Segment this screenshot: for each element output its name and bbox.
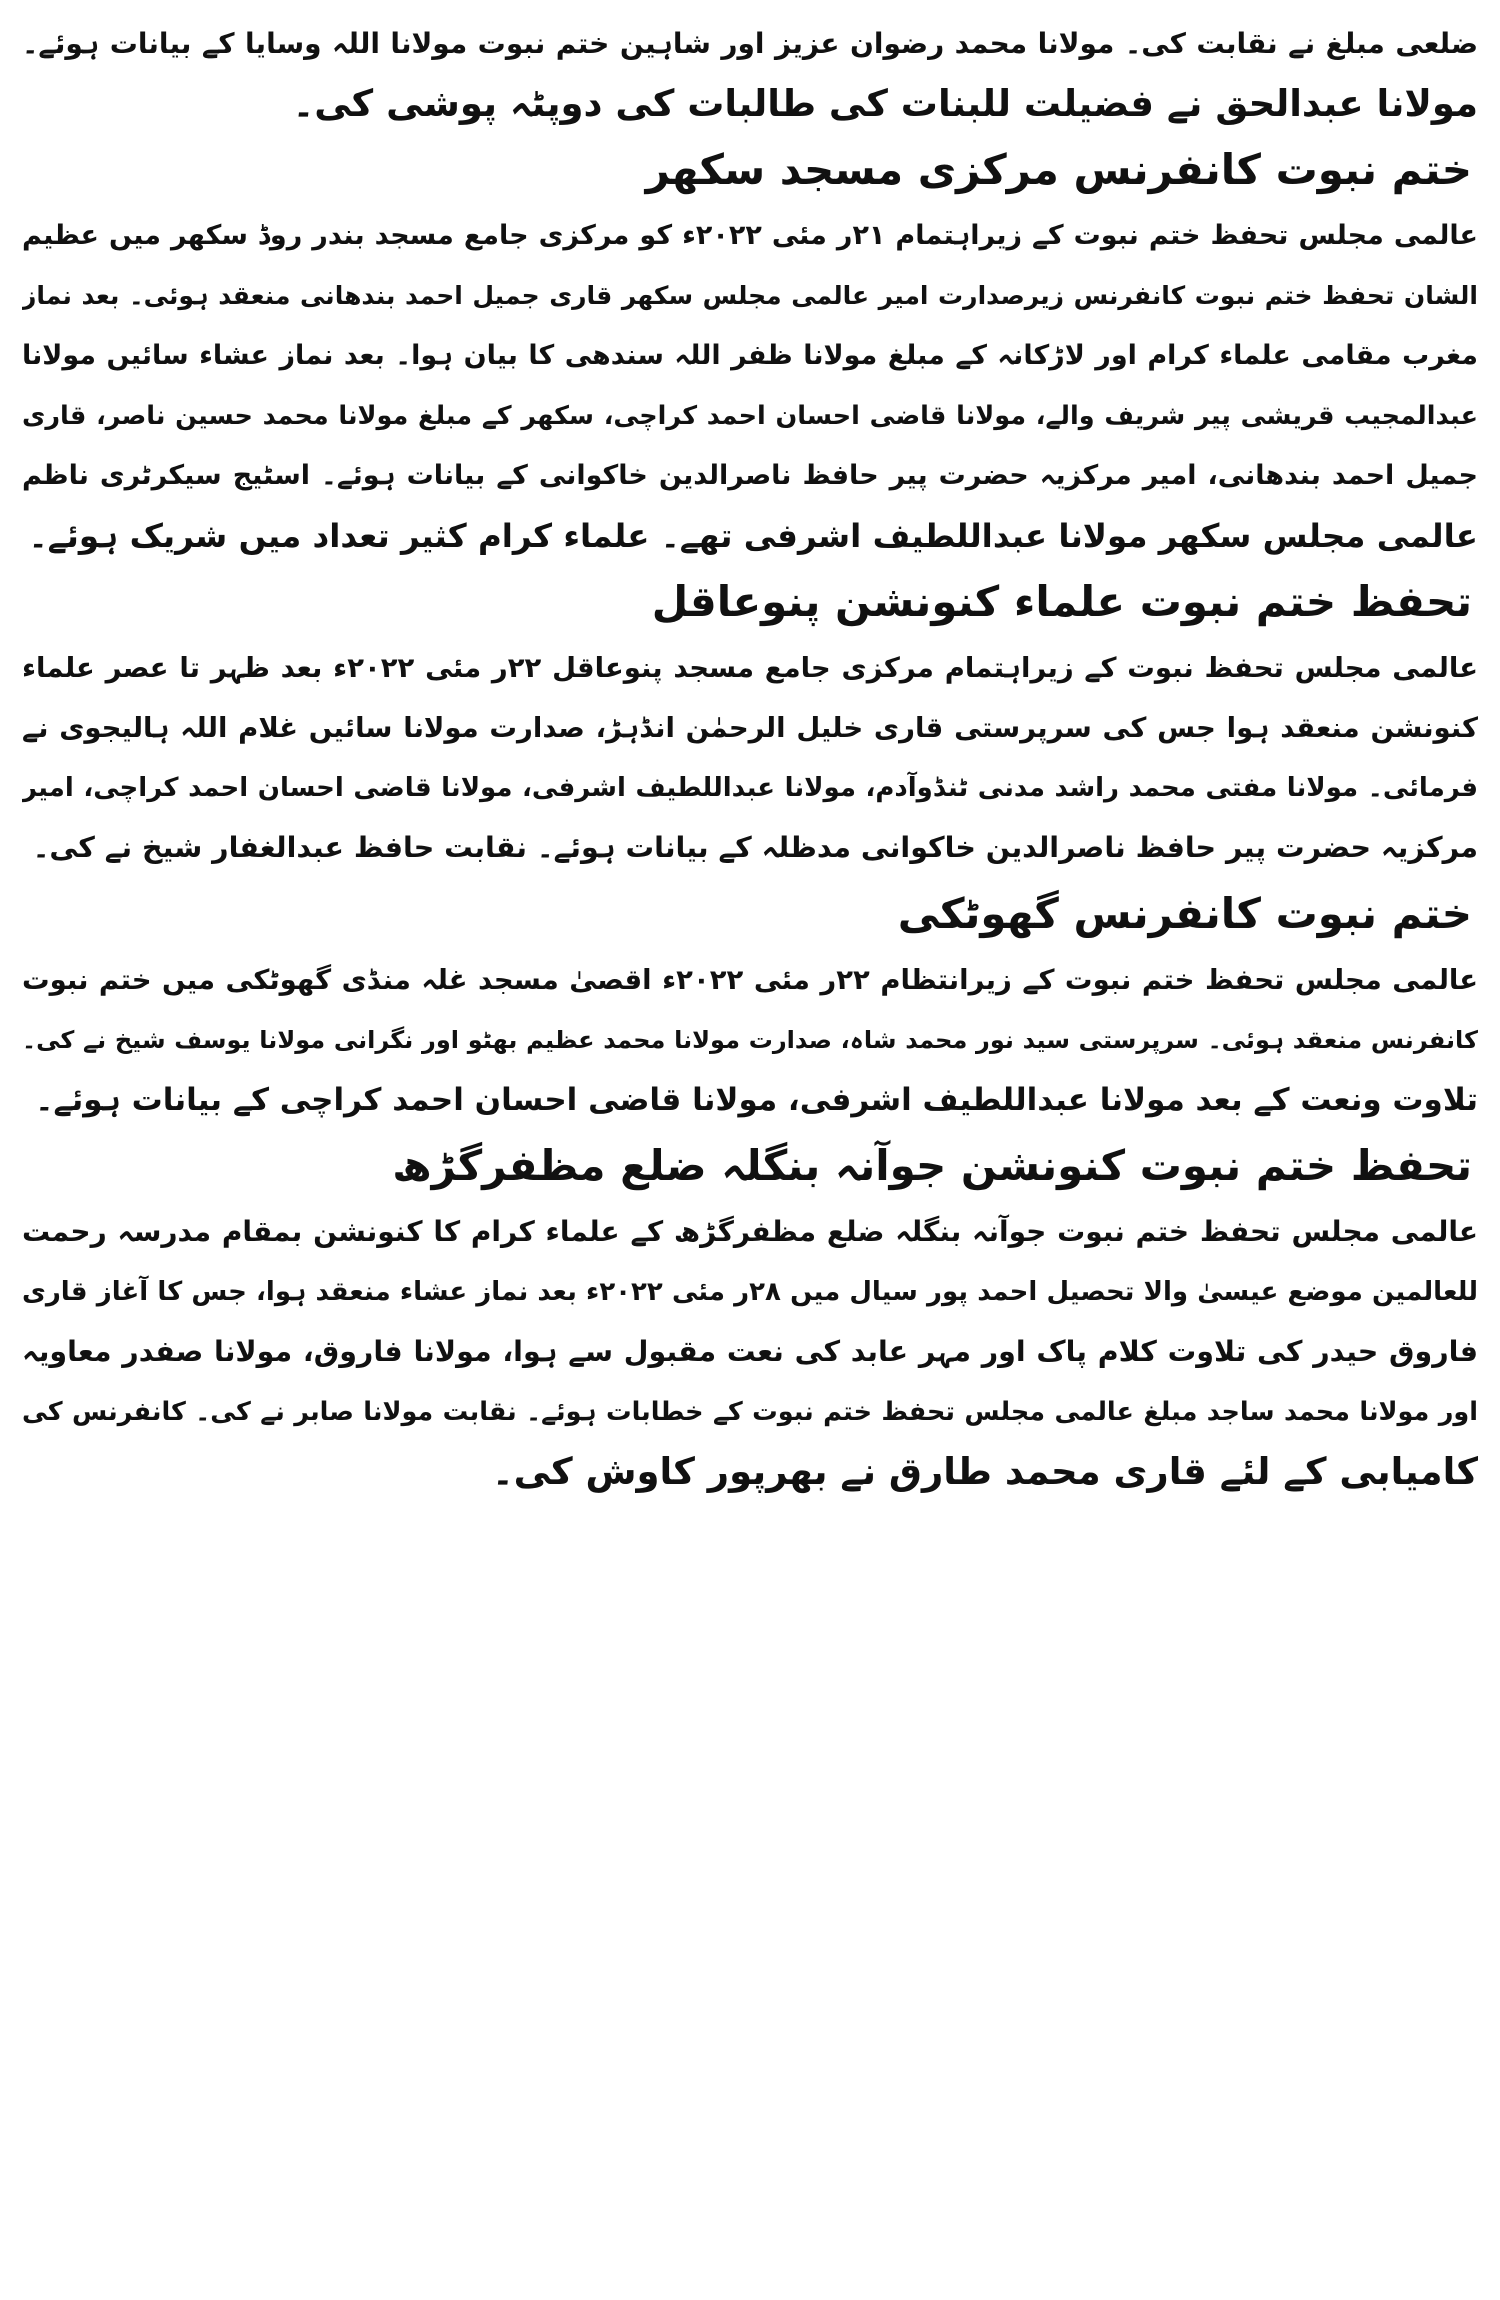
paragraph-line: الشان تحفظ ختم نبوت کانفرنس زیرصدارت امیر عالمی مجلس سکھر قاری جمیل احمد بندھانی منعقد ہوئی۔ بعد نماز	[22, 281, 1478, 310]
section-heading: تحفظ ختم نبوت کنونشن جوآنہ بنگلہ ضلع مظفرگڑھ	[392, 1141, 1472, 1190]
paragraph-line: ضلعی مبلغ نے نقابت کی۔ مولانا محمد رضوان عزیز اور شاہین ختم نبوت مولانا اللہ وسایا کے بیانات ہوئے۔	[22, 27, 1478, 60]
section-heading: ختم نبوت کانفرنس گھوٹکی	[897, 889, 1472, 938]
paragraph-line: فاروق حیدر کی تلاوت کلام پاک اور مہر عابد کی نعت مقبول سے ہوا، مولانا فاروق، مولانا صفدر معاویہ	[22, 1335, 1478, 1368]
paragraph-line: تلاوت ونعت کے بعد مولانا عبداللطیف اشرفی، مولانا قاضی احسان احمد کراچی کے بیانات ہوئے۔	[35, 1082, 1478, 1118]
paragraph-line: عالمی مجلس تحفظ ختم نبوت جوآنہ بنگلہ ضلع مظفرگڑھ کے علماء کرام کا کنونشن بمقام مدرسہ رحمت	[22, 1215, 1478, 1248]
paragraph-line: کانفرنس منعقد ہوئی۔ سرپرستی سید نور محمد شاہ، صدارت مولانا محمد عظیم بھٹو اور نگرانی مولانا یوسف شیخ نے کی۔	[22, 1026, 1478, 1054]
paragraph-line: کامیابی کے لئے قاری محمد طارق نے بھرپور کاوش کی۔	[491, 1450, 1478, 1493]
paragraph-line: جمیل احمد بندھانی، امیر مرکزیہ حضرت پیر حافظ ناصرالدین خاکوانی کے بیانات ہوئے۔ اسٹیج سیکرٹری ناظم	[22, 460, 1478, 491]
section-sukkur	[22, 134, 1478, 566]
paragraph-line: عالمی مجلس تحفظ ختم نبوت کے زیراہتمام ۲۱ر مئی ۲۰۲۲ء کو مرکزی جامع مسجد بندر روڈ سکھر میں عظیم	[22, 220, 1478, 251]
paragraph-line: فرمائی۔ مولانا مفتی محمد راشد مدنی ٹنڈوآدم، مولانا عبداللطیف اشرفی، مولانا قاضی احسان احمد کراچی، امیر	[22, 773, 1478, 803]
paragraph-line: اور مولانا محمد ساجد مبلغ عالمی مجلس تحفظ ختم نبوت کے خطابات ہوئے۔ نقابت مولانا صابر نے کی۔ کانفرنس کی	[22, 1397, 1478, 1427]
section-ghotki	[22, 878, 1478, 1130]
section-heading: ختم نبوت کانفرنس مرکزی مسجد سکھر	[645, 145, 1472, 194]
paragraph-line: عالمی مجلس تحفظ نبوت کے زیراہتمام مرکزی جامع مسجد پنوعاقل ۲۲ر مئی ۲۰۲۲ء بعد ظہر تا عصر علماء	[22, 652, 1478, 684]
paragraph-line: عبدالمجیب قریشی پیر شریف والے، مولانا قاضی احسان احمد کراچی، سکھر کے مبلغ مولانا محمد حسین ناصر، قاری	[22, 401, 1478, 431]
section-heading: تحفظ ختم نبوت علماء کنونشن پنوعاقل	[651, 577, 1472, 626]
paragraph-line: مولانا عبدالحق نے فضیلت للبنات کی طالبات کی دوپٹہ پوشی کی۔	[292, 82, 1478, 125]
intro-paragraph	[22, 14, 1478, 134]
paragraph-line: مغرب مقامی علماء کرام اور لاڑکانہ کے مبلغ مولانا ظفر اللہ سندھی کا بیان ہوا۔ بعد نماز عشاء سائیں مولانا	[22, 340, 1478, 371]
section-pano-aqil	[22, 566, 1478, 878]
paragraph-line: للعالمین موضع عیسیٰ والا تحصیل احمد پور سیال میں ۲۸ر مئی ۲۰۲۲ء بعد نماز عشاء منعقد ہوا، جس کا آغاز قاری	[22, 1277, 1478, 1307]
paragraph-line: کنونشن منعقد ہوا جس کی سرپرستی قاری خلیل الرحمٰن انڈہڑ، صدارت مولانا سائیں غلام اللہ ہالیجوی نے	[22, 712, 1478, 744]
paragraph-line: عالمی مجلس سکھر مولانا عبداللطیف اشرفی تھے۔ علماء کرام کثیر تعداد میں شریک ہوئے۔	[28, 517, 1478, 555]
paragraph-line: عالمی مجلس تحفظ ختم نبوت کے زیرانتظام ۲۲ر مئی ۲۰۲۲ء اقصیٰ مسجد غلہ منڈی گھوٹکی میں ختم نبوت	[22, 964, 1478, 996]
section-muzaffargarh	[22, 1130, 1478, 1502]
paragraph-line: مرکزیہ حضرت پیر حافظ ناصرالدین خاکوانی مدظلہ کے بیانات ہوئے۔ نقابت حافظ عبدالغفار شیخ نے کی۔	[32, 831, 1478, 864]
